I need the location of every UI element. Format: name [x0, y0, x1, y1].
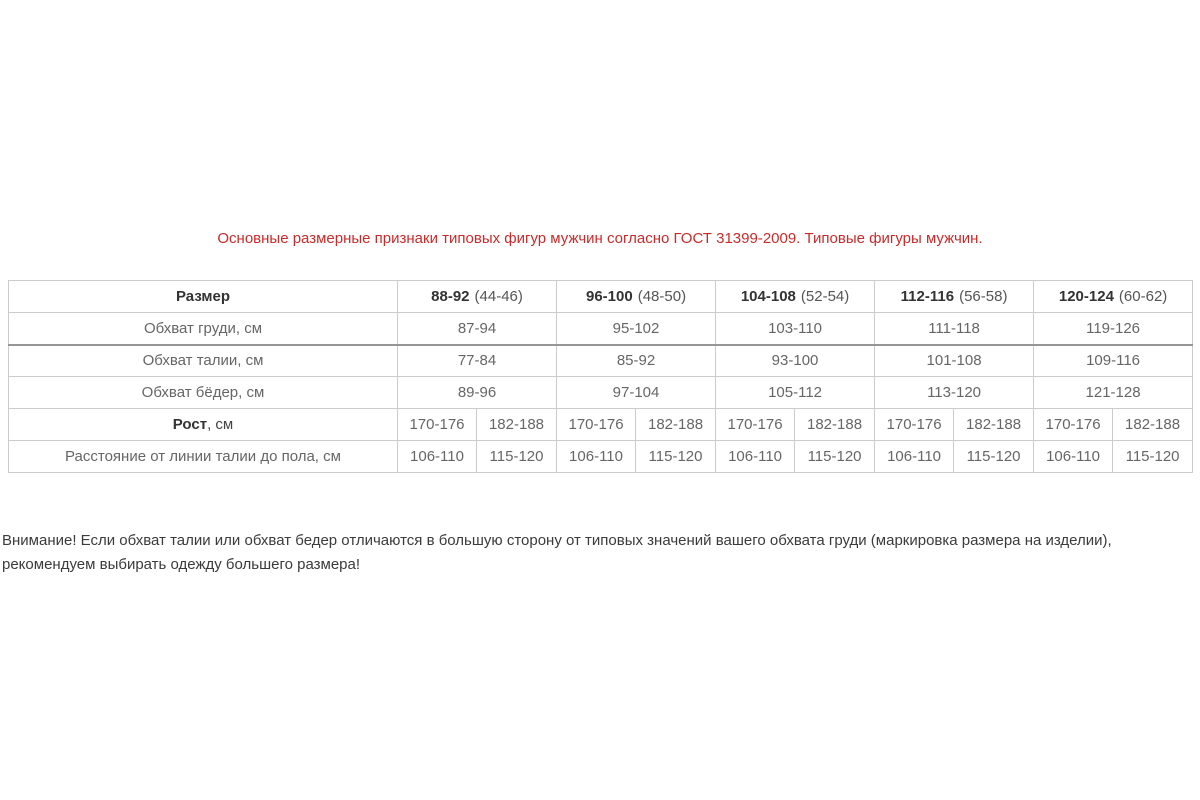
value-cell: 103-110: [716, 313, 875, 345]
size-value: 88-92: [431, 288, 470, 305]
size-value: 104-108: [740, 288, 796, 305]
value-cell: 106-110: [1034, 441, 1113, 473]
size-header-cell: [716, 281, 875, 313]
value-cell: 182-188: [477, 409, 557, 441]
value-cell: 170-176: [557, 409, 636, 441]
corner-header-label: Размер: [175, 288, 231, 305]
value-cell: 115-120: [954, 441, 1034, 473]
value-cell: 87-94: [398, 313, 557, 345]
row-label: Расстояние от линии талии до пола, см: [9, 441, 398, 473]
value-cell: 170-176: [398, 409, 477, 441]
value-cell: 182-188: [636, 409, 716, 441]
value-cell: 77-84: [398, 345, 557, 377]
value-cell: 113-120: [875, 377, 1034, 409]
value-cell: 170-176: [875, 409, 954, 441]
value-cell: 89-96: [398, 377, 557, 409]
height-row: [9, 409, 1193, 441]
value-cell: 93-100: [716, 345, 875, 377]
row-label: [9, 409, 398, 441]
value-cell: 101-108: [875, 345, 1034, 377]
value-cell: 109-116: [1034, 345, 1193, 377]
hips-row: [9, 377, 1193, 409]
size-header-cell: [398, 281, 557, 313]
value-cell: 182-188: [795, 409, 875, 441]
value-cell: 119-126: [1034, 313, 1193, 345]
value-cell: 85-92: [557, 345, 716, 377]
value-cell: 115-120: [1113, 441, 1193, 473]
height-label-bold: Рост: [172, 416, 208, 433]
size-header-cell: [1034, 281, 1193, 313]
size-paren: (56-58): [959, 288, 1008, 305]
value-cell: 115-120: [636, 441, 716, 473]
size-paren: (60-62): [1118, 288, 1168, 305]
value-cell: 121-128: [1034, 377, 1193, 409]
size-header-cell: [557, 281, 716, 313]
value-cell: 115-120: [795, 441, 875, 473]
size-paren: (44-46): [474, 288, 523, 305]
value-cell: 95-102: [557, 313, 716, 345]
value-cell: 106-110: [557, 441, 636, 473]
corner-header-cell: [9, 281, 398, 313]
row-label: Обхват талии, см: [9, 345, 398, 377]
value-cell: 106-110: [875, 441, 954, 473]
value-cell: 115-120: [477, 441, 557, 473]
size-chart-table: [8, 280, 1193, 473]
waist-row: [9, 345, 1193, 377]
attention-note: Внимание! Если обхват талии или обхват бедер отличаются в большую сторону от типовых значений вашего обхвата груди (маркировка размера на изделии), рекомендуем выбирать одежду большего размера!: [2, 532, 1112, 573]
value-cell: 106-110: [716, 441, 795, 473]
value-cell: 97-104: [557, 377, 716, 409]
value-cell: 105-112: [716, 377, 875, 409]
height-label-unit: , см: [207, 416, 234, 433]
size-value: 96-100: [585, 288, 633, 305]
chest-row: [9, 313, 1193, 345]
value-cell: 111-118: [875, 313, 1034, 345]
value-cell: 182-188: [1113, 409, 1193, 441]
size-value: 112-116: [900, 288, 955, 305]
size-header-cell: [875, 281, 1034, 313]
value-cell: 170-176: [1034, 409, 1113, 441]
size-paren: (48-50): [637, 288, 687, 305]
row-label: Обхват груди, см: [9, 313, 398, 345]
table-header-row: [9, 281, 1193, 313]
page-title: Основные размерные признаки типовых фигур мужчин согласно ГОСТ 31399-2009. Типовые фигуры мужчин.: [217, 230, 983, 247]
waist-to-floor-row: [9, 441, 1193, 473]
value-cell: 182-188: [954, 409, 1034, 441]
size-paren: (52-54): [800, 288, 850, 305]
value-cell: 170-176: [716, 409, 795, 441]
value-cell: 106-110: [398, 441, 477, 473]
size-value: 120-124: [1058, 288, 1114, 305]
row-label: Обхват бёдер, см: [9, 377, 398, 409]
